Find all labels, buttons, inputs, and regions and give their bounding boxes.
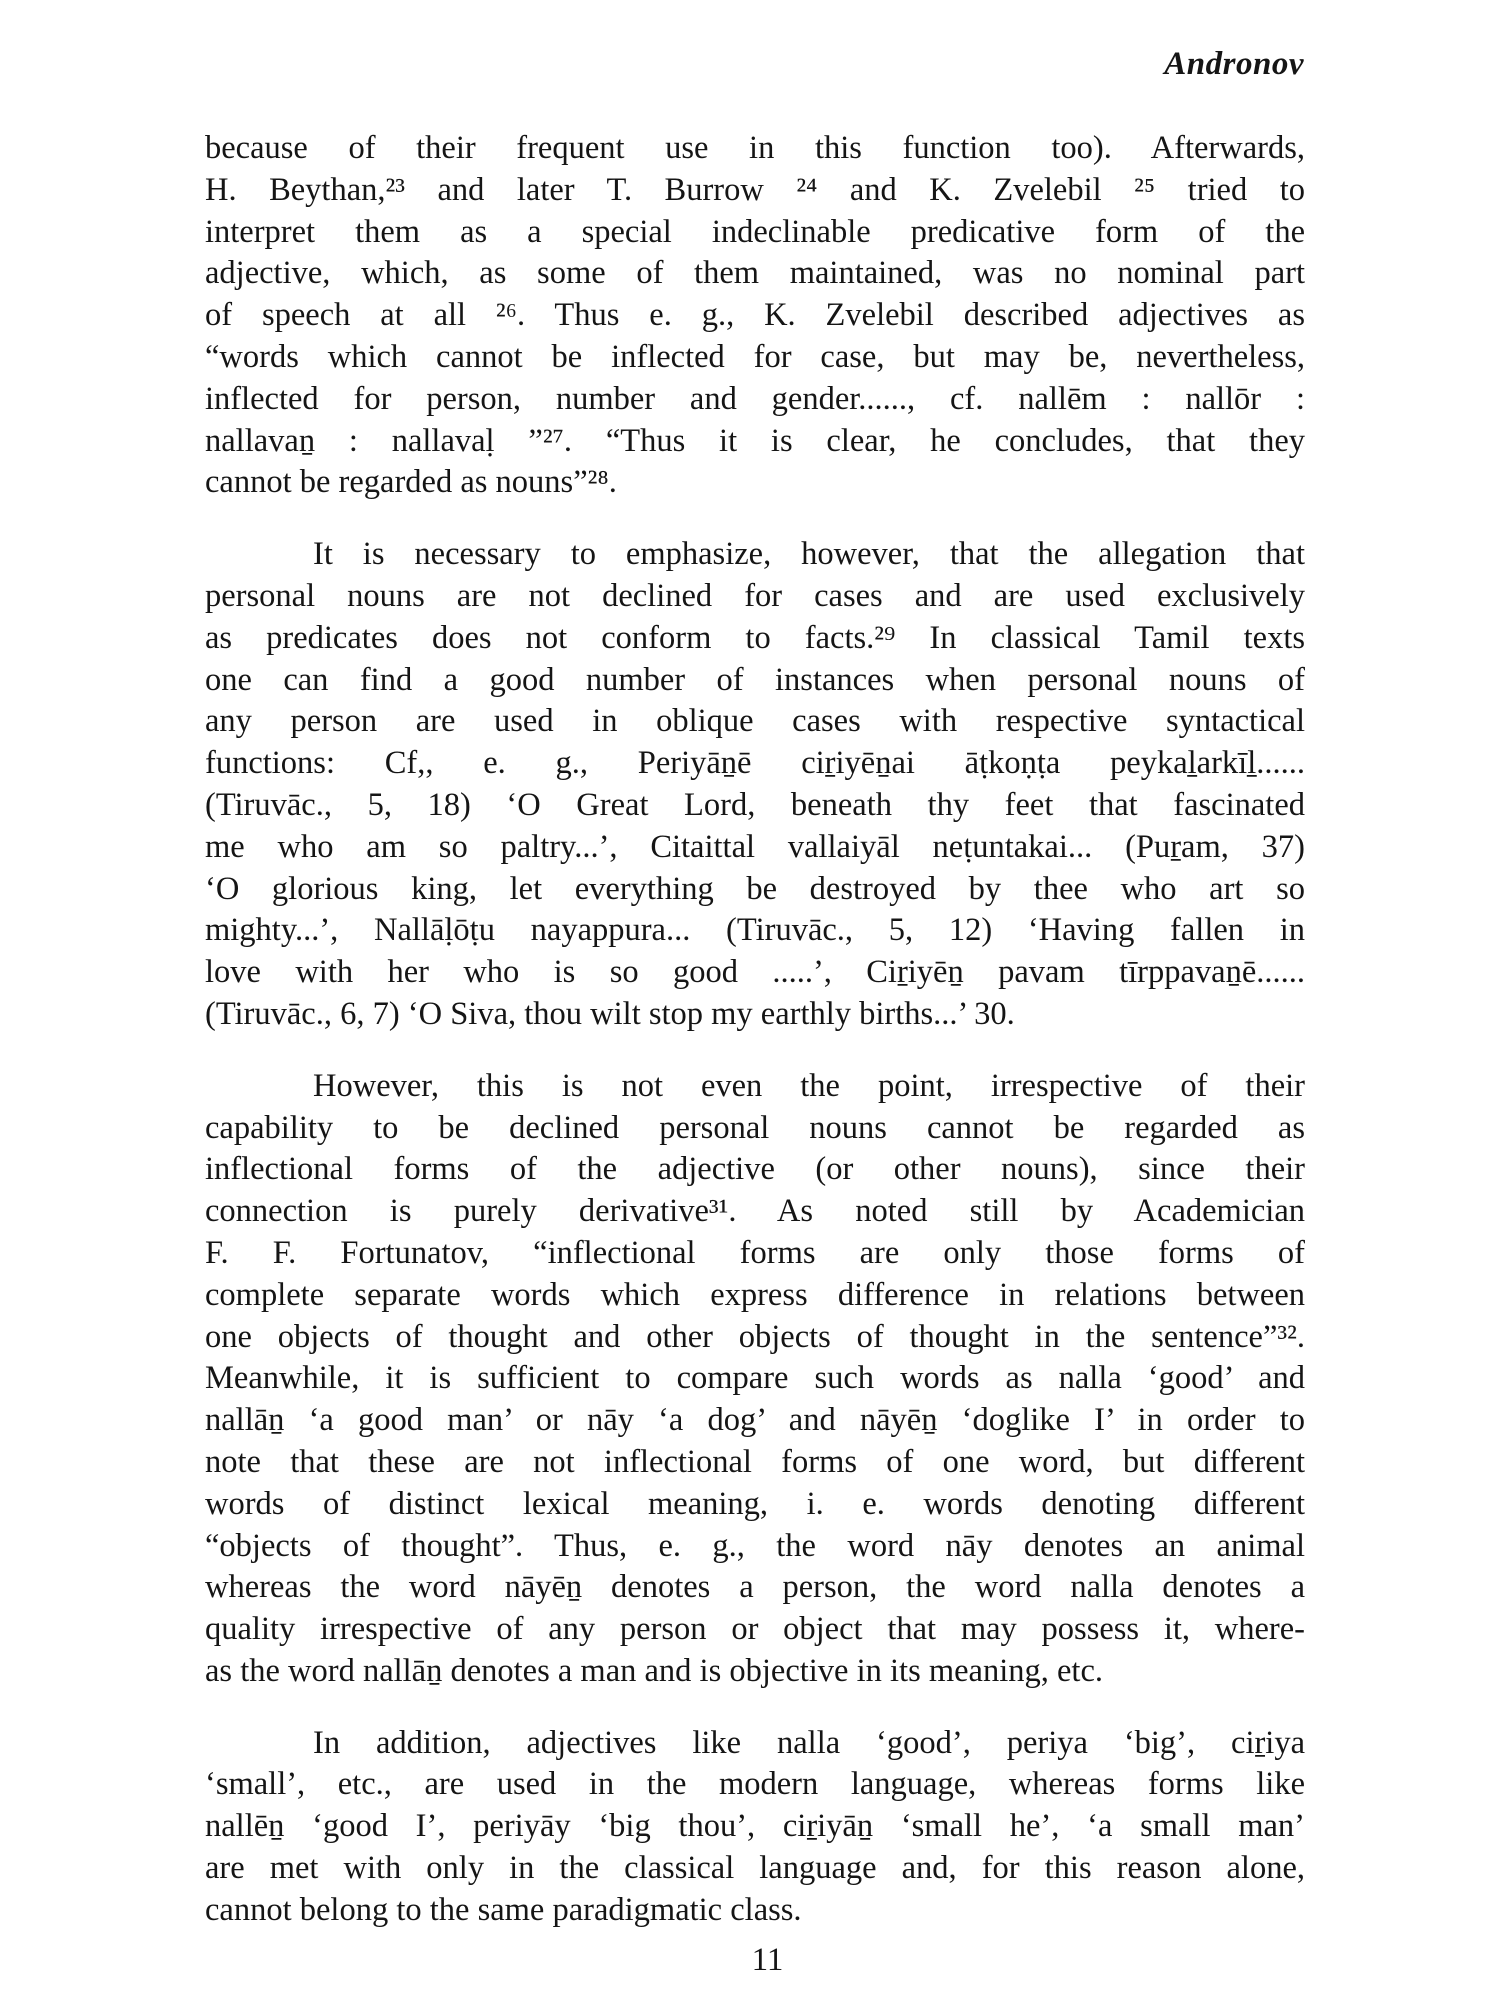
paragraph-3 <box>205 1066 1305 1693</box>
paragraph-2 <box>205 534 1305 1036</box>
text-line: are met with only in the classical language and, for this reason alone, <box>205 1850 1305 1887</box>
text-line: connection is purely derivative³¹. As noted still by Academician <box>205 1193 1305 1230</box>
text-line: one can find a good number of instances when personal nouns of <box>205 661 1305 698</box>
text-line: note that these are not inflectional forms of one word, but different <box>205 1443 1305 1480</box>
text-line: In addition, adjectives like nalla ‘good’, periya ‘big’, ciṟiya <box>313 1724 1305 1761</box>
text-line: capability to be declined personal nouns cannot be regarded as <box>205 1109 1305 1146</box>
text-line: mighty...’, Nallāḷōṭu nayappura... (Tiruvāc., 5, 12) ‘Having fallen in <box>205 912 1305 949</box>
text-line: “words which cannot be inflected for case, but may be, nevertheless, <box>205 338 1305 375</box>
text-line: (Tiruvāc., 6, 7) ‘O Siva, thou wilt stop my earthly births...’ 30. <box>205 995 1015 1032</box>
text-line: personal nouns are not declined for cases and are used exclusively <box>205 577 1305 614</box>
text-line: as predicates does not conform to facts.²⁹ In classical Tamil texts <box>205 619 1305 656</box>
text-line: “objects of thought”. Thus, e. g., the word nāy denotes an animal <box>205 1527 1305 1564</box>
text-line: me who am so paltry...’, Citaittal vallaiyāl neṭuntakai... (Puṟam, 37) <box>205 828 1305 865</box>
running-head: Andronov <box>1164 46 1304 82</box>
text-line: one objects of thought and other objects of thought in the sentence”³². <box>205 1318 1305 1355</box>
text-line: cannot be regarded as nouns”²⁸. <box>205 464 617 501</box>
paragraph-4 <box>205 1723 1305 1932</box>
text-line: words of distinct lexical meaning, i. e. words denoting different <box>205 1485 1305 1522</box>
page-number: 11 <box>751 1942 784 1978</box>
text-line: cannot belong to the same paradigmatic class. <box>205 1891 802 1928</box>
text-line: adjective, which, as some of them maintained, was no nominal part <box>205 255 1305 292</box>
text-line: However, this is not even the point, irrespective of their <box>313 1067 1305 1104</box>
body-text <box>205 128 1305 1962</box>
text-line: F. F. Fortunatov, “inflectional forms are only those forms of <box>205 1234 1305 1271</box>
text-line: of speech at all ²⁶. Thus e. g., K. Zvelebil described adjectives as <box>205 297 1305 334</box>
text-line: Meanwhile, it is sufficient to compare such words as nalla ‘good’ and <box>205 1360 1305 1397</box>
text-line: nallāṉ ‘a good man’ or nāy ‘a dog’ and nāyēṉ ‘doglike I’ in order to <box>205 1402 1305 1439</box>
text-line: because of their frequent use in this function too). Afterwards, <box>205 130 1305 166</box>
text-line: complete separate words which express difference in relations between <box>205 1276 1305 1313</box>
text-line: ‘small’, etc., are used in the modern language, whereas forms like <box>205 1766 1305 1803</box>
text-line: as the word nallāṉ denotes a man and is objective in its meaning, etc. <box>205 1652 1104 1689</box>
text-line: whereas the word nāyēṉ denotes a person, the word nalla denotes a <box>205 1569 1305 1606</box>
text-line: inflected for person, number and gender......, cf. nallēm : nallōr : <box>205 380 1305 417</box>
text-line: functions: Cf,, e. g., Periyāṉē ciṟiyēṉai āṭkoṇṭa peykaḻarkīḻ...... <box>205 745 1305 782</box>
text-line: It is necessary to emphasize, however, that the allegation that <box>313 536 1305 573</box>
text-line: nallavaṉ : nallavaḷ ”²⁷. “Thus it is clear, he concludes, that they <box>205 422 1305 459</box>
text-line: any person are used in oblique cases with respective syntactical <box>205 703 1305 740</box>
paragraph-1 <box>205 128 1305 504</box>
text-line: ‘O glorious king, let everything be destroyed by thee who art so <box>205 870 1305 907</box>
text-line: love with her who is so good .....’, Ciṟiyēṉ pavam tīrppavaṉē...... <box>205 954 1305 991</box>
text-line: nallēṉ ‘good I’, periyāy ‘big thou’, ciṟiyāṉ ‘small he’, ‘a small man’ <box>205 1808 1305 1845</box>
text-line: inflectional forms of the adjective (or other nouns), since their <box>205 1151 1305 1188</box>
text-line: interpret them as a special indeclinable predicative form of the <box>205 213 1305 250</box>
text-line: quality irrespective of any person or object that may possess it, where- <box>205 1611 1305 1648</box>
text-line: (Tiruvāc., 5, 18) ‘O Great Lord, beneath thy feet that fascinated <box>205 786 1305 823</box>
text-line: H. Beythan,²³ and later T. Burrow ²⁴ and K. Zvelebil ²⁵ tried to <box>205 171 1305 208</box>
